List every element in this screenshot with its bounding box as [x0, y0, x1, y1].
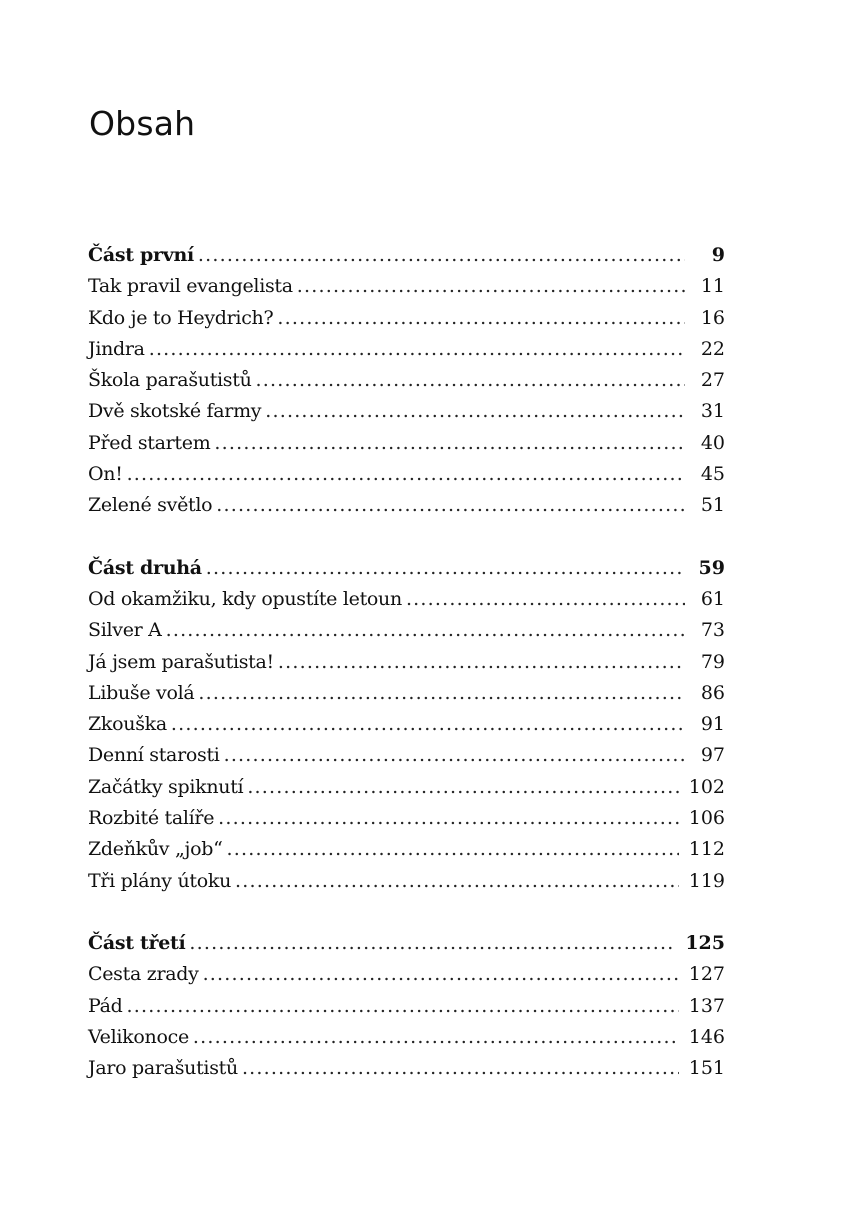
toc-entry[interactable] [88, 396, 725, 427]
toc-page-number: 22 [700, 337, 725, 360]
toc-entry[interactable] [88, 271, 725, 302]
dot-leader [198, 240, 685, 271]
dot-leader [214, 428, 685, 459]
dot-leader [216, 490, 685, 521]
toc-chapter-title: Libuše volá [88, 681, 195, 704]
toc-chapter-title: Cesta zrady [88, 963, 199, 986]
toc-page-number: 125 [685, 931, 725, 954]
toc-part-title: Část první [88, 244, 194, 266]
toc-entry[interactable] [88, 709, 725, 740]
toc-page-number: 106 [688, 807, 725, 830]
toc-entry[interactable] [88, 678, 725, 709]
dot-leader [127, 459, 685, 490]
toc-entry[interactable] [88, 647, 725, 678]
toc-chapter-title: Zelené světlo [88, 494, 213, 517]
toc-part-3 [88, 928, 725, 1084]
dot-leader [278, 647, 685, 678]
dot-leader [218, 803, 679, 834]
toc-entry[interactable] [88, 334, 725, 365]
toc-chapter-title: Jindra [88, 337, 145, 360]
toc-entry[interactable] [88, 866, 725, 897]
dot-leader [149, 334, 685, 365]
dot-leader [198, 678, 685, 709]
toc-page-number: 112 [688, 838, 725, 861]
toc-part-heading[interactable] [88, 240, 725, 271]
dot-leader [256, 365, 685, 396]
toc-chapter-title: Od okamžiku, kdy opustíte letoun [88, 587, 402, 610]
dot-leader [193, 1022, 679, 1053]
toc-chapter-title: Denní starosti [88, 744, 220, 767]
toc-page-number: 86 [700, 681, 725, 704]
toc-entry[interactable] [88, 991, 725, 1022]
dot-leader [242, 1053, 679, 1084]
toc-chapter-title: Kdo je to Heydrich? [88, 306, 274, 329]
toc-chapter-title: Zkouška [88, 713, 167, 736]
dot-leader [406, 584, 685, 615]
toc-page-number: 137 [688, 994, 725, 1017]
toc-entry[interactable] [88, 834, 725, 865]
dot-leader [189, 928, 675, 959]
dot-leader [127, 991, 679, 1022]
toc-chapter-title: Pád [88, 994, 123, 1017]
toc-part-1 [88, 240, 725, 522]
toc-page-number: 97 [700, 744, 725, 767]
toc-page-number: 45 [700, 463, 725, 486]
toc-page-number: 16 [700, 306, 725, 329]
dot-leader [265, 396, 685, 427]
dot-leader [203, 959, 679, 990]
toc-entry[interactable] [88, 740, 725, 771]
toc-entry[interactable] [88, 303, 725, 334]
dot-leader [166, 615, 685, 646]
toc-entry[interactable] [88, 959, 725, 990]
toc-chapter-title: Jaro parašutistů [88, 1057, 238, 1080]
toc-chapter-title: Tři plány útoku [88, 869, 232, 892]
toc-entry[interactable] [88, 615, 725, 646]
toc-chapter-title: On! [88, 463, 123, 486]
toc-chapter-title: Tak pravil evangelista [88, 275, 293, 298]
table-of-contents [88, 240, 725, 1084]
toc-part-2 [88, 553, 725, 897]
toc-page-number: 59 [698, 556, 725, 579]
dot-leader [206, 553, 685, 584]
dot-leader [277, 303, 685, 334]
toc-entry[interactable] [88, 365, 725, 396]
dot-leader [247, 772, 678, 803]
toc-page-number: 79 [700, 650, 725, 673]
toc-chapter-title: Před startem [88, 431, 211, 454]
toc-part-title: Část třetí [88, 931, 186, 954]
toc-chapter-title: Začátky spiknutí [88, 775, 244, 798]
dot-leader [297, 271, 685, 302]
toc-page-number: 11 [700, 275, 725, 298]
dot-leader [227, 834, 679, 865]
toc-page-number: 27 [700, 369, 725, 392]
toc-chapter-title: Zdeňkův „job“ [88, 838, 223, 861]
toc-entry[interactable] [88, 490, 725, 521]
toc-page-number: 31 [700, 400, 725, 423]
toc-page-number: 73 [700, 619, 725, 642]
toc-page-number: 9 [711, 244, 725, 266]
toc-page-number: 91 [700, 713, 725, 736]
dot-leader [224, 740, 685, 771]
toc-part-heading[interactable] [88, 553, 725, 584]
toc-page-number: 146 [688, 1025, 725, 1048]
toc-chapter-title: Velikonoce [88, 1025, 189, 1048]
toc-entry[interactable] [88, 428, 725, 459]
toc-chapter-title: Silver A [88, 619, 162, 642]
toc-chapter-title: Rozbité talíře [88, 807, 215, 830]
toc-entry[interactable] [88, 584, 725, 615]
toc-page-number: 127 [688, 963, 725, 986]
toc-page-number: 51 [700, 494, 725, 517]
toc-chapter-title: Já jsem parašutista! [88, 650, 274, 673]
toc-part-heading[interactable] [88, 928, 725, 959]
toc-page-number: 151 [688, 1057, 725, 1080]
toc-page-number: 40 [700, 431, 725, 454]
toc-page-number: 119 [688, 869, 725, 892]
toc-page-number: 61 [700, 587, 725, 610]
toc-entry[interactable] [88, 1053, 725, 1084]
toc-chapter-title: Dvě skotské farmy [88, 400, 262, 423]
toc-entry[interactable] [88, 459, 725, 490]
toc-chapter-title: Škola parašutistů [88, 369, 252, 392]
toc-entry[interactable] [88, 1022, 725, 1053]
dot-leader [235, 866, 679, 897]
toc-entry[interactable] [88, 803, 725, 834]
toc-entry[interactable] [88, 772, 725, 803]
toc-page-number: 102 [688, 775, 725, 798]
page-title: Obsah [89, 104, 196, 143]
toc-part-title: Část druhá [88, 556, 202, 579]
dot-leader [171, 709, 685, 740]
